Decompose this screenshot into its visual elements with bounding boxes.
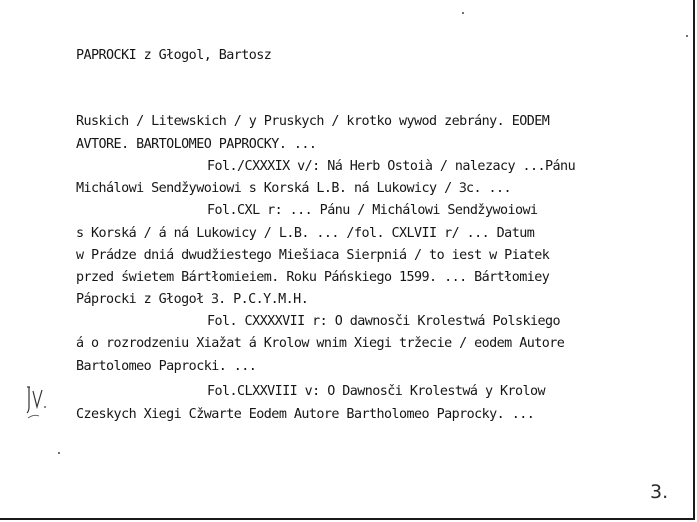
text-line-4: Michálowi Sendžywoiowi s Korská L.B. ná Lukowicy / Ꝫc. ... [76, 181, 512, 196]
page-number: 3. [650, 481, 669, 503]
text-line-5: Fol.CXL r: ... Pánu / Michálowi Sendžywoiowi [207, 203, 538, 218]
text-line-10: Fol. CXXXXVII r: O dawnosči Krolestwá Polskiego [207, 314, 561, 329]
text-line-9: Páprocki z Głogoł Ꝫ. P.C.Y.M.H. [76, 292, 309, 307]
text-line-14: Czeskych Xiegi Cžwarte Eodem Autore Bartholomeo Paprocky. ... [76, 407, 535, 422]
text-line-1: Ruskich / Litewskich / y Pruskych / krotko wywod zebrány. EODEM [76, 114, 550, 129]
text-line-11: á o rozrodzeniu Xiažat á Krolow wnim Xiegi tržecie / eodem Autore [76, 336, 565, 351]
card-heading: PAPROCKI z Głogol, Bartosz [76, 48, 272, 63]
text-line-8: przed świetem Bártłomieiem. Roku Páńskiego 1599. ... Bártłomiey [76, 270, 550, 285]
handwritten-margin-note [24, 385, 54, 421]
text-line-3: Fol./CXXXIX v/: Ná Herb Ostoià / nalezacy ...Pánu [207, 159, 576, 174]
text-line-12: Bartolomeo Paprocki. ... [76, 359, 257, 374]
paper-speck [686, 35, 688, 37]
text-line-2: AVTORE. BARTOLOMEO PAPROCKY. ... [76, 137, 317, 152]
paper-speck [462, 12, 464, 14]
text-line-6: s Korská / á ná Lukowicy / L.B. ... /fol. CXLVII r/ ... Datum [76, 226, 535, 241]
paper-speck [58, 452, 60, 454]
text-line-7: w Prádze dniá dwudžiestego Miešiaca Sierpniá / to iest w Piatek [76, 248, 550, 263]
margin-note-glyph [24, 385, 54, 421]
text-line-13: Fol.CLXXVIII v: O Dawnosči Krolestwá y Krolow [207, 384, 546, 399]
